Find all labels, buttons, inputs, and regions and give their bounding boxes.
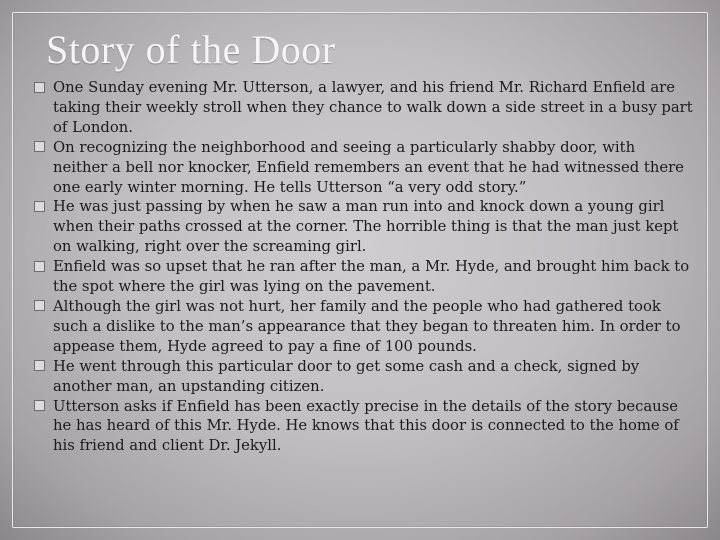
- bullet-text: Although the girl was not hurt, her family and the people who had gathered took such a dislike to the man’s appearance that they began to threaten him. In order to appease them, Hyde agreed to pay a fine of 100 pounds.: [53, 297, 681, 355]
- square-bullet-icon: [34, 141, 45, 152]
- bullet-item: [34, 78, 694, 138]
- bullet-item: [34, 257, 694, 297]
- square-bullet-icon: [34, 261, 45, 272]
- bullet-item: [34, 297, 694, 357]
- bullet-item: [34, 397, 694, 457]
- bullet-text: He went through this particular door to get some cash and a check, signed by another man, an upstanding citizen.: [53, 357, 640, 395]
- bullet-text: On recognizing the neighborhood and seeing a particularly shabby door, with neither a bell nor knocker, Enfield remembers an event that he had witnessed there one early winter morning. He tells Utterson “a very odd story.”: [53, 138, 684, 196]
- square-bullet-icon: [34, 360, 45, 371]
- square-bullet-icon: [34, 400, 45, 411]
- bullet-item: [34, 138, 694, 198]
- slide-title: Story of the Door: [46, 27, 336, 72]
- square-bullet-icon: [34, 300, 45, 311]
- bullet-text: He was just passing by when he saw a man run into and knock down a young girl when their paths crossed at the corner. The horrible thing is that the man just kept on walking, right over the screaming girl.: [53, 198, 679, 256]
- bullet-text: Enfield was so upset that he ran after the man, a Mr. Hyde, and brought him back to the spot where the girl was lying on the pavement.: [53, 258, 690, 296]
- square-bullet-icon: [34, 82, 45, 93]
- square-bullet-icon: [34, 201, 45, 212]
- bullet-text: One Sunday evening Mr. Utterson, a lawyer, and his friend Mr. Richard Enfield are taking their weekly stroll when they chance to walk down a side street in a busy part of London.: [53, 79, 693, 136]
- bullet-item: [34, 197, 694, 257]
- bullet-text: Utterson asks if Enfield has been exactly precise in the details of the story because he has heard of this Mr. Hyde. He knows that this door is connected to the home of his friend and client Dr. Jekyll.: [53, 397, 679, 455]
- bullet-list: [34, 78, 694, 456]
- bullet-item: [34, 357, 694, 397]
